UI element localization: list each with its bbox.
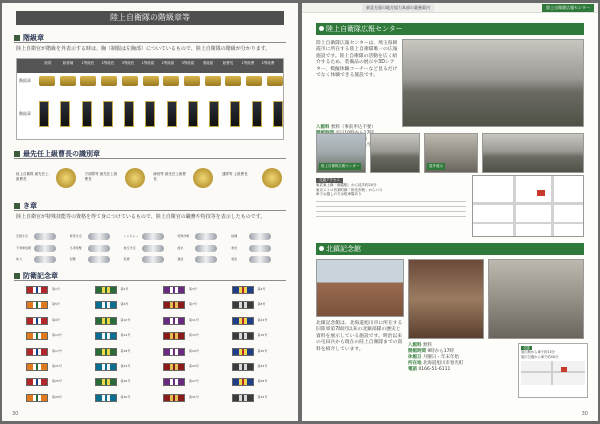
ribbon-icon — [26, 317, 48, 325]
leader-badges — [16, 166, 284, 194]
museum-exterior-photo — [316, 259, 404, 317]
ribbon-icon — [232, 301, 254, 309]
wing-icon — [34, 233, 56, 240]
qualification-label: 航空き章 — [123, 245, 136, 250]
shoulder-board — [273, 101, 283, 127]
rank-badge — [80, 76, 96, 86]
center-info-key: 入館料 — [316, 125, 330, 130]
qualification-badge — [177, 254, 230, 265]
shoulder-board — [167, 101, 177, 127]
ribbon-item — [153, 348, 216, 360]
center-title: 陸上自衛隊広報センター — [316, 23, 584, 35]
center-photo — [424, 133, 478, 173]
ribbon-icon — [163, 301, 185, 309]
ribbon-label: 第24号 — [257, 363, 268, 368]
ribbon-label: 第16号 — [257, 333, 268, 338]
center-photo — [370, 133, 420, 173]
qualification-label: 空挺き章 — [16, 234, 29, 238]
rank-badge — [267, 76, 283, 86]
ribbon-label: 第32号 — [257, 394, 268, 399]
center-info-value: 無料（事前申込不要） — [330, 125, 376, 130]
museum-info-key: 休館日 — [408, 355, 422, 360]
ribbon-item — [222, 378, 285, 390]
qualification-badge — [177, 243, 230, 254]
ribbon-icon — [95, 363, 117, 371]
ribbon-item — [85, 317, 148, 329]
qualification-badge — [70, 231, 123, 242]
rank-badge — [143, 76, 159, 86]
ribbon-item — [16, 348, 79, 360]
wing-icon — [195, 256, 217, 263]
running-header-tab: 陸上自衛隊広報センター — [542, 4, 594, 12]
ribbon-icon — [95, 286, 117, 294]
ribbon-item — [222, 286, 285, 298]
rank-row-label: 階級章 — [19, 78, 31, 83]
qualification-label: 医療 — [123, 257, 130, 262]
badge-icon — [262, 168, 282, 188]
leader-badge — [153, 166, 215, 192]
ribbon-label: 第18号 — [120, 348, 131, 353]
ribbon-item — [153, 301, 216, 313]
leader-badge — [85, 166, 147, 192]
ribbon-icon — [163, 348, 185, 356]
museum-info-key: 開館時間 — [408, 349, 426, 354]
museum-access-map — [521, 361, 585, 385]
leader-badge-label: 陸上自衛隊 最先任上級曹長 — [16, 172, 49, 181]
center-exterior-photo — [402, 39, 584, 127]
shoulder-board — [124, 101, 134, 127]
badge-icon — [125, 168, 145, 188]
right-page — [302, 3, 598, 421]
leader-badge-label: 連隊等 上級曹長 — [221, 172, 248, 176]
section-leader-title: 最先任上級曹長の識別章 — [14, 149, 286, 159]
ribbon-icon — [95, 332, 117, 340]
wing-icon — [195, 245, 217, 252]
shoulder-board — [103, 101, 113, 127]
ribbon-icon — [232, 332, 254, 340]
ribbon-label: 第1号 — [52, 287, 60, 291]
badge-icon — [56, 168, 76, 188]
ribbon-icon — [232, 348, 254, 356]
qualification-badge — [231, 254, 284, 265]
ribbon-icon — [95, 394, 117, 402]
qualification-badge — [70, 254, 123, 265]
museum-display-photo — [488, 259, 584, 339]
ribbon-icon — [26, 301, 48, 309]
qualification-badge — [124, 243, 177, 254]
page-number: 30 — [581, 411, 588, 417]
qualification-badge — [177, 231, 230, 242]
qualification-intro: 陸上自衛官が特殊技能等の資格を得て身につけているもので、陸上自衛官の職務や特技等を表示したものです。 — [16, 214, 266, 220]
ribbon-label: 第4号 — [257, 287, 266, 291]
ribbon-item — [85, 348, 148, 360]
qualification-badges — [16, 231, 284, 265]
ribbon-label: 第29号 — [52, 394, 62, 399]
museum-info-value: 0166-51-6111 — [418, 367, 451, 372]
qualification-label: レンジャー — [123, 234, 139, 238]
ribbon-label: 第31号 — [189, 394, 199, 399]
qualification-badge — [16, 254, 69, 265]
ribbon-label: 第28号 — [257, 379, 268, 384]
ribbon-icon — [163, 363, 185, 371]
ribbon-icon — [26, 394, 48, 402]
museum-title: 北鎮記念館 — [316, 243, 584, 255]
section-qualification-title: き章 — [14, 201, 286, 211]
museum-info-value: 北海道旭川市春光町 — [422, 361, 464, 366]
wing-icon — [88, 233, 110, 240]
ribbon-icon — [163, 378, 185, 386]
shoulder-board — [230, 101, 240, 127]
center-description: 陸上自衛隊広報センターは、埼玉県朝霞市に所在する陸上自衛隊唯一の広報施設です。陸上自衛隊の活動を広く紹介するため、装備品の展示や3Dシアター、模擬体験コーナーなど見るだけでなく体験できる施設です。 — [316, 41, 398, 79]
ribbon-label: 第23号 — [189, 363, 199, 368]
map-marker-icon — [537, 190, 545, 196]
qualification-badge — [231, 231, 284, 242]
ribbon-icon — [95, 317, 117, 325]
ribbon-label: 第6号 — [120, 302, 129, 307]
wing-icon — [88, 245, 110, 252]
ribbon-label: 第5号 — [52, 302, 60, 307]
photo-caption: 陸上自衛隊広報センター — [321, 164, 360, 168]
badge-icon — [193, 168, 213, 188]
ribbon-item — [16, 378, 79, 390]
center-access — [316, 178, 466, 236]
rank-table-header — [17, 59, 283, 73]
ribbon-item — [153, 286, 216, 298]
ribbon-icon — [163, 286, 185, 294]
ribbon-icon — [26, 348, 48, 356]
qualification-badge — [70, 243, 123, 254]
ribbon-label: 第15号 — [189, 333, 199, 338]
museum-info-value: 月曜日・年末年始 — [422, 355, 459, 360]
shoulder-board — [209, 101, 219, 127]
ribbon-icon — [232, 394, 254, 402]
ribbon-item — [222, 317, 285, 329]
museum-info-row — [408, 367, 514, 373]
rank-header-cell: 3等陸佐 — [121, 61, 135, 65]
ribbon-item — [85, 332, 148, 344]
wing-icon — [34, 245, 56, 252]
qualification-label: 格闘 — [231, 234, 238, 238]
ribbon-icon — [232, 363, 254, 371]
rank-header-cell: 2等陸尉 — [161, 61, 175, 65]
ribbon-label: 第3号 — [189, 287, 197, 291]
rank-header-cell: 陸将 — [44, 61, 52, 65]
museum-access-heading: 交通 — [523, 346, 530, 350]
ribbon-grid — [16, 286, 284, 406]
access-line: 東京メトロ有楽町線「和光市駅」からバス — [316, 187, 383, 192]
rank-intro: 陸上自衛官が階級を外表示する時は、胸（制服は左胸部）についているもので、陸上自衛隊の階級が分かります。 — [16, 46, 271, 52]
museum-info-key: 入館料 — [408, 343, 422, 348]
ribbon-label: 第8号 — [257, 302, 266, 307]
rank-row-label: 階級章 — [19, 111, 31, 116]
qualification-badge — [124, 254, 177, 265]
ribbon-label: 第21号 — [52, 363, 62, 368]
ribbon-label: 第14号 — [120, 333, 131, 338]
ribbon-label: 第22号 — [120, 363, 131, 368]
museum-info-key: 電話 — [408, 367, 417, 372]
ribbon-item — [222, 363, 285, 375]
qualification-badge — [16, 231, 69, 242]
ribbon-icon — [95, 301, 117, 309]
rank-badge-row — [39, 74, 283, 88]
ribbon-item — [16, 394, 79, 406]
wing-icon — [249, 245, 271, 252]
rank-table — [16, 58, 284, 140]
rank-badge — [122, 76, 138, 86]
museum-description: 北鎮記念館は、北海道旭川市に所在する旧陸軍第7師団以来の北鎮部隊の歴史と資料を展示している施設です。明治以来の屯田兵から現在の陸上自衛隊までの資料を紹介しています。 — [316, 321, 403, 352]
qualification-badge — [124, 231, 177, 242]
left-page — [2, 3, 298, 421]
shoulder-board — [145, 101, 155, 127]
ribbon-item — [16, 301, 79, 313]
wing-icon — [34, 256, 56, 263]
rank-badge — [225, 76, 241, 86]
center-access-map — [472, 175, 584, 237]
section-rank-title: 階級章 — [14, 33, 286, 43]
rank-badge — [205, 76, 221, 86]
leader-badge — [222, 166, 284, 192]
ribbon-icon — [95, 378, 117, 386]
leader-badge-label: 方面隊等 最先任上級曹長 — [84, 172, 118, 181]
wing-icon — [142, 233, 164, 240]
ribbon-icon — [232, 378, 254, 386]
ribbon-item — [153, 378, 216, 390]
ribbon-item — [16, 317, 79, 329]
ribbon-icon — [26, 378, 48, 386]
shoulder-board — [252, 101, 262, 127]
shoulder-board-row — [39, 99, 283, 129]
fine-print — [316, 201, 466, 217]
ribbon-label: 第30号 — [120, 394, 131, 399]
ribbon-item — [85, 301, 148, 313]
ribbon-label: 第26号 — [120, 379, 131, 384]
section-medal-title: 防衛記念章 — [14, 271, 286, 281]
qualification-label: 幹部き章 — [69, 234, 82, 238]
rank-badge — [184, 76, 200, 86]
access-line: 車でお越しの方は駐車場あり — [316, 192, 362, 197]
qualification-badge — [16, 243, 69, 254]
ribbon-item — [153, 317, 216, 329]
leader-badge-label: 師団等 最先任上級曹長 — [153, 172, 186, 181]
ribbon-item — [85, 286, 148, 298]
shoulder-board — [188, 101, 198, 127]
rank-header-cell: 陸曹長 — [222, 61, 234, 65]
center-photo — [482, 133, 584, 173]
museum-access-line: 旭川駅から車で約15分 — [521, 350, 555, 355]
qualification-label: 通信 — [177, 257, 184, 262]
ribbon-label: 第10号 — [120, 317, 131, 322]
ribbon-icon — [163, 394, 185, 402]
ribbon-icon — [232, 286, 254, 294]
rank-header-cell: 2等陸佐 — [101, 61, 115, 65]
running-header — [302, 3, 598, 13]
access-line: 東武東上線「朝霞駅」から徒歩約20分 — [316, 182, 377, 187]
qualification-badge — [231, 243, 284, 254]
qualification-label: 施設 — [231, 257, 238, 262]
museum-info-value: 無料 — [422, 343, 432, 348]
shoulder-board — [82, 101, 92, 127]
wing-icon — [249, 256, 271, 263]
rank-header-cell: 准陸尉 — [202, 61, 214, 65]
museum-info-value: 9時から17時 — [427, 349, 455, 354]
wing-icon — [142, 256, 164, 263]
shoulder-board — [60, 101, 70, 127]
ribbon-label: 第20号 — [257, 348, 268, 353]
ribbon-item — [222, 348, 285, 360]
rank-header-cell: 1等陸曹 — [241, 61, 255, 65]
ribbon-label: 第12号 — [257, 317, 268, 322]
ribbon-item — [16, 286, 79, 298]
ribbon-icon — [26, 363, 48, 371]
qualification-label: 救急 — [231, 245, 238, 250]
museum-info-key: 所在地 — [408, 361, 422, 366]
page-number: 30 — [12, 411, 19, 417]
access-heading: 交通アクセス — [316, 178, 343, 183]
museum-access-line: 旭川空港から車で約40分 — [521, 354, 559, 359]
rank-badge — [39, 76, 55, 86]
ribbon-item — [85, 363, 148, 375]
ribbon-label: 第7号 — [189, 302, 197, 307]
qualification-label: 不発弾処理 — [16, 245, 32, 250]
rank-badge — [101, 76, 117, 86]
rank-badge — [163, 76, 179, 86]
page-title: 陸上自衛隊の階級章等 — [16, 11, 284, 25]
rank-header-cell: 3等陸尉 — [181, 61, 195, 65]
ribbon-icon — [95, 348, 117, 356]
ribbon-item — [222, 332, 285, 344]
center-photo — [316, 133, 366, 173]
ribbon-item — [153, 394, 216, 406]
ribbon-icon — [232, 317, 254, 325]
photo-caption: 屋外展示 — [429, 164, 443, 168]
ribbon-label: 第17号 — [52, 348, 62, 353]
qualification-label: 体力 — [16, 257, 23, 262]
qualification-label: 射撃 — [69, 257, 76, 262]
ribbon-label: 第9号 — [52, 317, 60, 322]
ribbon-item — [153, 332, 216, 344]
ribbon-icon — [163, 332, 185, 340]
ribbon-label: 第2号 — [120, 287, 129, 291]
ribbon-label: 第11号 — [189, 317, 199, 322]
ribbon-item — [222, 301, 285, 313]
ribbon-icon — [26, 286, 48, 294]
wing-icon — [195, 233, 217, 240]
running-header-label: 東北方面の地方協力本部の業務案内 — [362, 4, 434, 12]
rank-header-cell: 1等陸尉 — [141, 61, 155, 65]
ribbon-label: 第27号 — [189, 379, 199, 384]
ribbon-item — [153, 363, 216, 375]
qualification-label: 特殊作戦 — [177, 234, 190, 238]
ribbon-item — [85, 394, 148, 406]
museum-interior-photo — [408, 259, 484, 339]
ribbon-item — [16, 332, 79, 344]
rank-badge — [60, 76, 76, 86]
rank-header-cell: 2等陸曹 — [261, 61, 275, 65]
ribbon-item — [85, 378, 148, 390]
museum-access-box — [518, 343, 588, 398]
rank-header-cell: 陸将補 — [62, 61, 74, 65]
rank-header-cell: 1等陸佐 — [81, 61, 95, 65]
museum-info — [408, 343, 514, 373]
wing-icon — [88, 256, 110, 263]
ribbon-label: 第13号 — [52, 333, 62, 338]
ribbon-label: 第19号 — [189, 348, 199, 353]
ribbon-icon — [26, 332, 48, 340]
qualification-label: 冬季遊撃 — [69, 245, 82, 250]
wing-icon — [249, 233, 271, 240]
ribbon-icon — [163, 317, 185, 325]
rank-badge — [246, 76, 262, 86]
wing-icon — [142, 245, 164, 252]
ribbon-item — [222, 394, 285, 406]
map-marker-icon — [561, 367, 567, 372]
shoulder-board — [39, 101, 49, 127]
qualification-label: 潜水 — [177, 245, 184, 250]
ribbon-item — [16, 363, 79, 375]
leader-badge — [16, 166, 78, 192]
ribbon-label: 第25号 — [52, 379, 62, 384]
